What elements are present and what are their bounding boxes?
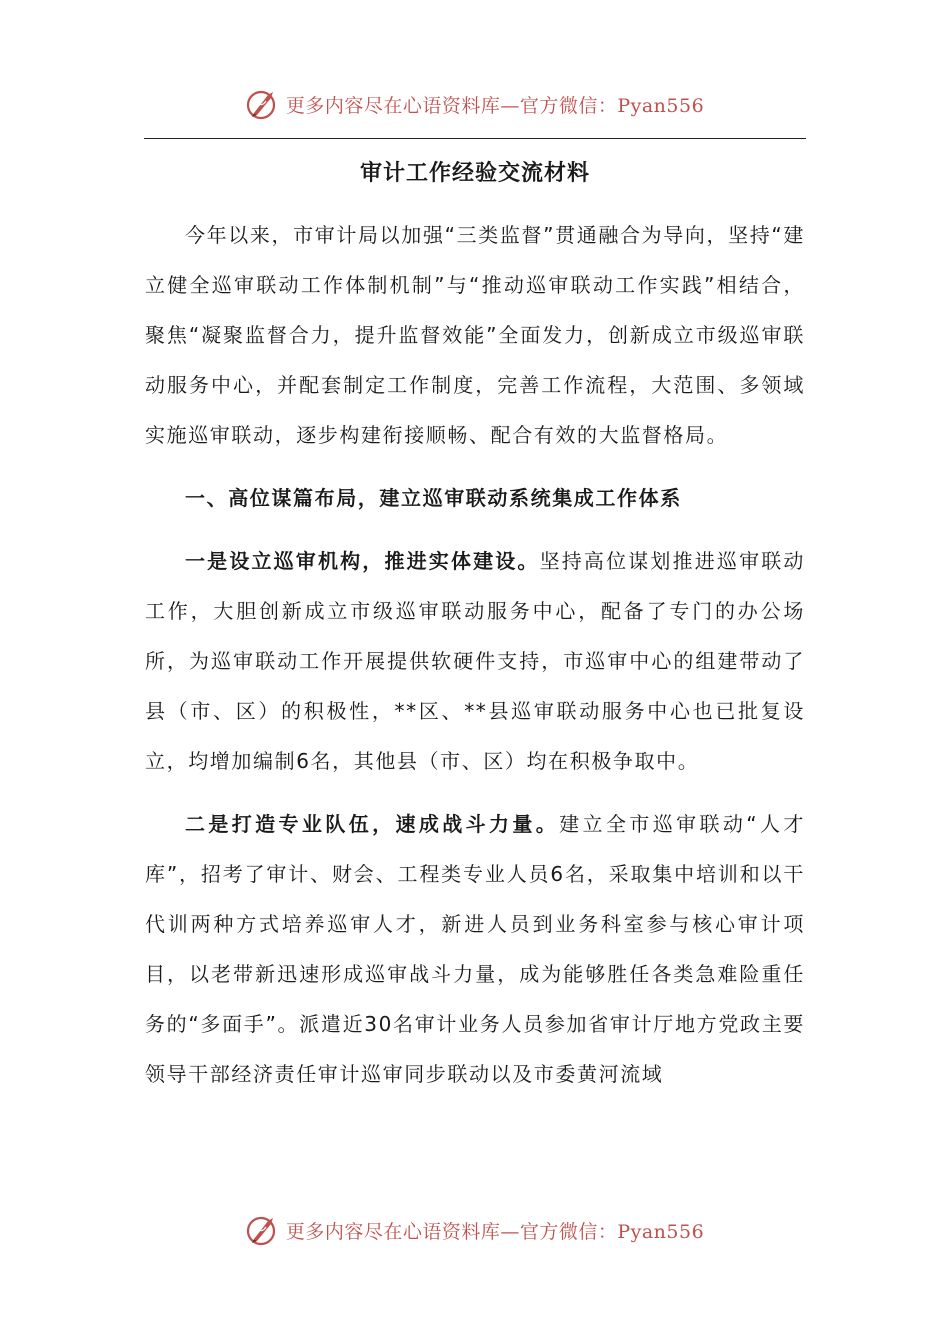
header-watermark-banner (0, 84, 950, 124)
footer-watermark-banner (0, 1210, 950, 1250)
body-paragraph-2 (145, 799, 805, 1099)
paragraph-lead: 二是打造专业队伍，速成战斗力量。 (185, 812, 560, 836)
pen-logo-icon (246, 1213, 280, 1247)
watermark-text: 更多内容尽在心语资料库—官方微信：Pyan556 (285, 94, 705, 117)
paragraph-lead: 一是设立巡审机构，推进实体建设。 (185, 549, 540, 573)
pen-logo-icon (246, 87, 280, 121)
section-heading: 一、高位谋篇布局，建立巡审联动系统集成工作体系 (185, 486, 682, 510)
intro-paragraph: 今年以来，市审计局以加强“三类监督”贯通融合为导向，坚持“建立健全巡审联动工作体制机制”与“推动巡审联动工作实践”相结合，聚焦“凝聚监督合力，提升监督效能”全面发力，创新成立市级巡审联动服务中心，并配套制定工作制度，完善工作流程，大范围、多领域实施巡审联动，逐步构建衔接顺畅、配合有效的大监督格局。 (145, 223, 805, 447)
body-paragraph-1 (145, 536, 805, 786)
document-body (145, 210, 805, 1112)
header-divider (144, 138, 806, 139)
watermark-text: 更多内容尽在心语资料库—官方微信：Pyan556 (285, 1220, 705, 1243)
paragraph-body: 建立全市巡审联动“人才库”，招考了审计、财会、工程类专业人员6名，采取集中培训和以干代训两种方式培养巡审人才，新进人员到业务科室参与核心审计项目，以老带新迅速形成巡审战斗力量，成为能够胜任各类急难险重任务的“多面手”。派遣近30名审计业务人员参加省审计厅地方党政主要领导干部经济责任审计巡审同步联动以及市委黄河流域 (145, 812, 805, 1086)
paragraph-body: 坚持高位谋划推进巡审联动工作，大胆创新成立市级巡审联动服务中心，配备了专门的办公场所，为巡审联动工作开展提供软硬件支持，市巡审中心的组建带动了县（市、区）的积极性，**区、**县巡审联动服务中心也已批复设立，均增加编制6名，其他县（市、区）均在积极争取中。 (145, 549, 805, 773)
document-title: 审计工作经验交流材料 (359, 161, 590, 186)
